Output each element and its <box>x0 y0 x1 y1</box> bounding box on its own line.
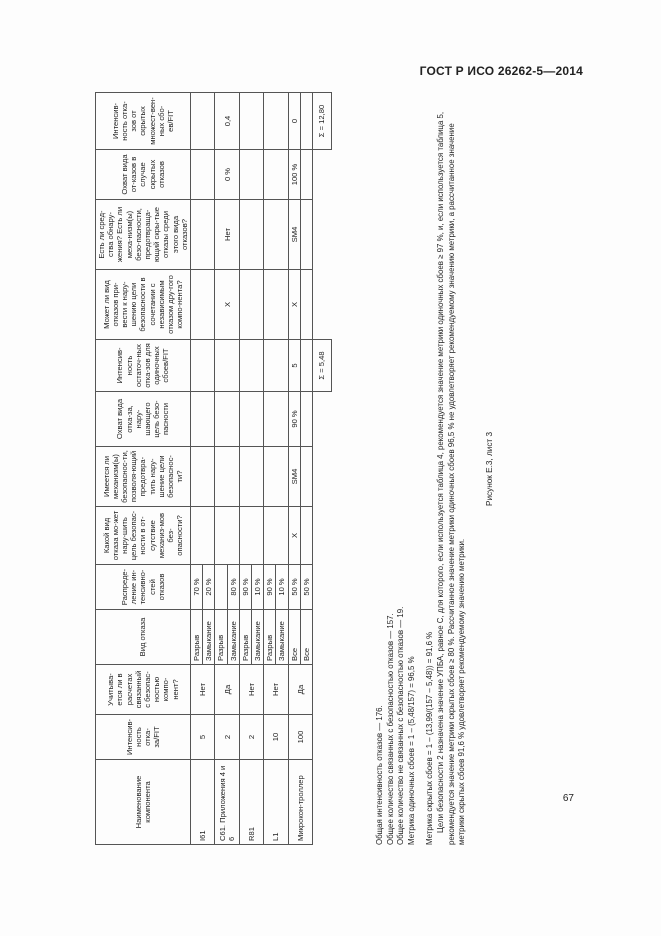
cell <box>239 200 263 270</box>
cell <box>264 150 288 200</box>
distribution: 90 % <box>264 565 276 610</box>
rotated-page-content <box>95 89 525 845</box>
failure-mode: Замыкание <box>252 610 264 665</box>
latent-coverage: 0 % <box>215 150 239 200</box>
failure-mode: Все <box>300 610 312 665</box>
distribution: 20 % <box>203 565 215 610</box>
cell <box>300 270 312 340</box>
failure-rate: 2 <box>239 715 263 760</box>
failure-mode: Разрыв <box>239 610 251 665</box>
cell <box>239 507 263 565</box>
failure-mode: Разрыв <box>264 610 276 665</box>
failure-rate: 5 <box>191 715 215 760</box>
distribution: 80 % <box>227 565 239 610</box>
cell <box>191 392 215 447</box>
cell <box>300 200 312 270</box>
table-row <box>288 93 300 845</box>
component-name: L1 <box>264 760 288 845</box>
col-header: Охват вида отка-за, нару-шающего цель безо-пасности <box>96 392 191 447</box>
cell <box>191 507 215 565</box>
col-header: Интенсив-ность отка-за/FIT <box>96 715 191 760</box>
residual-rate: 5 <box>288 340 300 392</box>
cell <box>215 507 239 565</box>
notes-block <box>375 95 468 845</box>
failure-mode: Все <box>288 610 300 665</box>
cell <box>264 340 288 392</box>
latent-failure-rate: 0 <box>288 93 300 150</box>
component-name: Микрокон-троллер <box>288 760 312 845</box>
note-line: Метрика одиночных сбоев = 1 – (5,48/157) = 96,5 % <box>406 656 416 845</box>
distribution: 90 % <box>239 565 251 610</box>
cell <box>239 93 263 150</box>
cell <box>215 340 239 392</box>
failure-rate: 100 <box>288 715 312 760</box>
component-name: C61. Приложения 4 и 6 <box>215 760 239 845</box>
distribution <box>215 565 227 610</box>
cell <box>191 270 215 340</box>
col-header: Какой вид отказа мо-жет нару-шить цель безопас-ности в от-сутствие механиз-мов без-опасности? <box>96 507 191 565</box>
cell <box>239 270 263 340</box>
cell <box>300 150 312 200</box>
safety-related: Нет <box>264 665 288 715</box>
col-header: Интенсив-ность остаточ-ных отка-зов для одиночных сбоев/FIT <box>96 340 191 392</box>
col-header: Имеется ли механизм(ы) безопаснос-ти, позволя-ющий предотвра-тить нару-шение цели безопаснос-ти? <box>96 447 191 507</box>
cell <box>264 93 288 150</box>
distribution: 50 % <box>288 565 300 610</box>
sum-row <box>313 93 332 845</box>
table-row <box>215 93 227 845</box>
cell <box>264 392 288 447</box>
note-formula: Метрика скрытых сбоев = 1 – (13,99/(157 – 5,48)) = 91,6 % <box>425 631 435 845</box>
latent-failure-rate: 0,4 <box>215 93 239 150</box>
failure-mode: Замыкание <box>203 610 215 665</box>
col-header: Учитыва-ется ли в расчетах связанный с безопас-ностью компо-нент? <box>96 665 191 715</box>
can-violate-dual: X <box>288 270 300 340</box>
col-header: Есть ли сред-ства обнару-жения? Есть ли меха-низм(ы) безо-пасности, предотвраща-ющий скры-тые отказы среди этого вида отказов? <box>96 200 191 270</box>
distribution: 10 % <box>252 565 264 610</box>
component-name: I61 <box>191 760 215 845</box>
cell <box>264 200 288 270</box>
can-violate-dual: X <box>215 270 239 340</box>
safety-related: Да <box>288 665 312 715</box>
cell <box>191 340 215 392</box>
table-row <box>239 93 251 845</box>
table-row <box>191 93 203 845</box>
sum-latent: Σ = 12,80 <box>313 93 332 150</box>
cell <box>300 93 312 150</box>
distribution: 50 % <box>300 565 312 610</box>
col-header: Интенсив-ность отка-зов от скрытых множест-вен-ных сбо-ев/FIT <box>96 93 191 150</box>
failure-mode: Замыкание <box>227 610 239 665</box>
cell <box>300 447 312 507</box>
col-header: Наименование компонента <box>96 760 191 845</box>
cell <box>264 447 288 507</box>
cell <box>300 392 312 447</box>
document-header: ГОСТ Р ИСО 26262-5—2014 <box>419 64 583 78</box>
coverage: 90 % <box>288 392 300 447</box>
can-violate-goal: X <box>288 507 300 565</box>
col-header: Может ли вид отказов при-вести к нару-шению цели безопасности в сочетании с независимым отказом дру-гого компо-нента? <box>96 270 191 340</box>
failure-mode: Разрыв <box>191 610 203 665</box>
table-row <box>264 93 276 845</box>
safety-mechanism: SM4 <box>288 447 300 507</box>
note-paragraph: Цели безопасности 2 назначена значение УПБА, равное С, для которого, если используется таблица 4, рекомендуется значение метрики одиночных сбоев ≥ 97 %, и, если используется таблица 5, рекомендуется значение метрики скрытых сбоев ≥ 80 %. Рассчитанное значение метрики одиночных сбоев 96,5 % не удовлетворяет рекомендуемому значению метрики, а рассчитанное значение метрики скрытых сбоев 91,6 % удовлетворяет рекомендуемому значению метрики. <box>435 111 467 845</box>
note-line: Общее количество не связанных с безопасностью отказов — 19. <box>396 606 406 845</box>
component-name: R81 <box>239 760 263 845</box>
safety-related: Нет <box>191 665 215 715</box>
figure-caption: Рисунок Е.3, лист 3 <box>485 432 494 507</box>
col-header: Распреде-ление ин-тенсивно-стей отказов <box>96 565 191 610</box>
failure-rate: 10 <box>264 715 288 760</box>
page-number: 67 <box>562 793 574 804</box>
failure-mode: Разрыв <box>215 610 227 665</box>
cell <box>215 447 239 507</box>
note-line: Общая интенсивность отказов — 176. <box>375 705 384 845</box>
sum-residual: Σ = 5,48 <box>313 340 332 392</box>
cell <box>191 200 215 270</box>
col-header: Охват вида от-казов в случае скрытых отказов <box>96 150 191 200</box>
col-header: Вид отказа <box>96 610 191 665</box>
cell <box>191 93 215 150</box>
cell <box>239 150 263 200</box>
failure-mode: Замыкание <box>276 610 288 665</box>
cell <box>264 507 288 565</box>
cell <box>215 392 239 447</box>
cell <box>191 150 215 200</box>
blank-cell <box>313 150 332 340</box>
safety-related: Да <box>215 665 239 715</box>
detection-mechanism: Нет <box>215 200 239 270</box>
cell <box>300 340 312 392</box>
note-line: Общее количество связанных с безопасностью отказов — 157. <box>385 613 395 845</box>
cell <box>239 340 263 392</box>
cell <box>239 392 263 447</box>
blank-cell <box>313 392 332 845</box>
failure-rate: 2 <box>215 715 239 760</box>
safety-related: Нет <box>239 665 263 715</box>
failure-analysis-table <box>95 92 332 845</box>
distribution: 70 % <box>191 565 203 610</box>
latent-coverage: 100 % <box>288 150 300 200</box>
cell <box>300 507 312 565</box>
distribution: 10 % <box>276 565 288 610</box>
cell <box>239 447 263 507</box>
detection-mechanism: SM4 <box>288 200 300 270</box>
cell <box>191 447 215 507</box>
cell <box>264 270 288 340</box>
table-header-row <box>96 93 191 845</box>
